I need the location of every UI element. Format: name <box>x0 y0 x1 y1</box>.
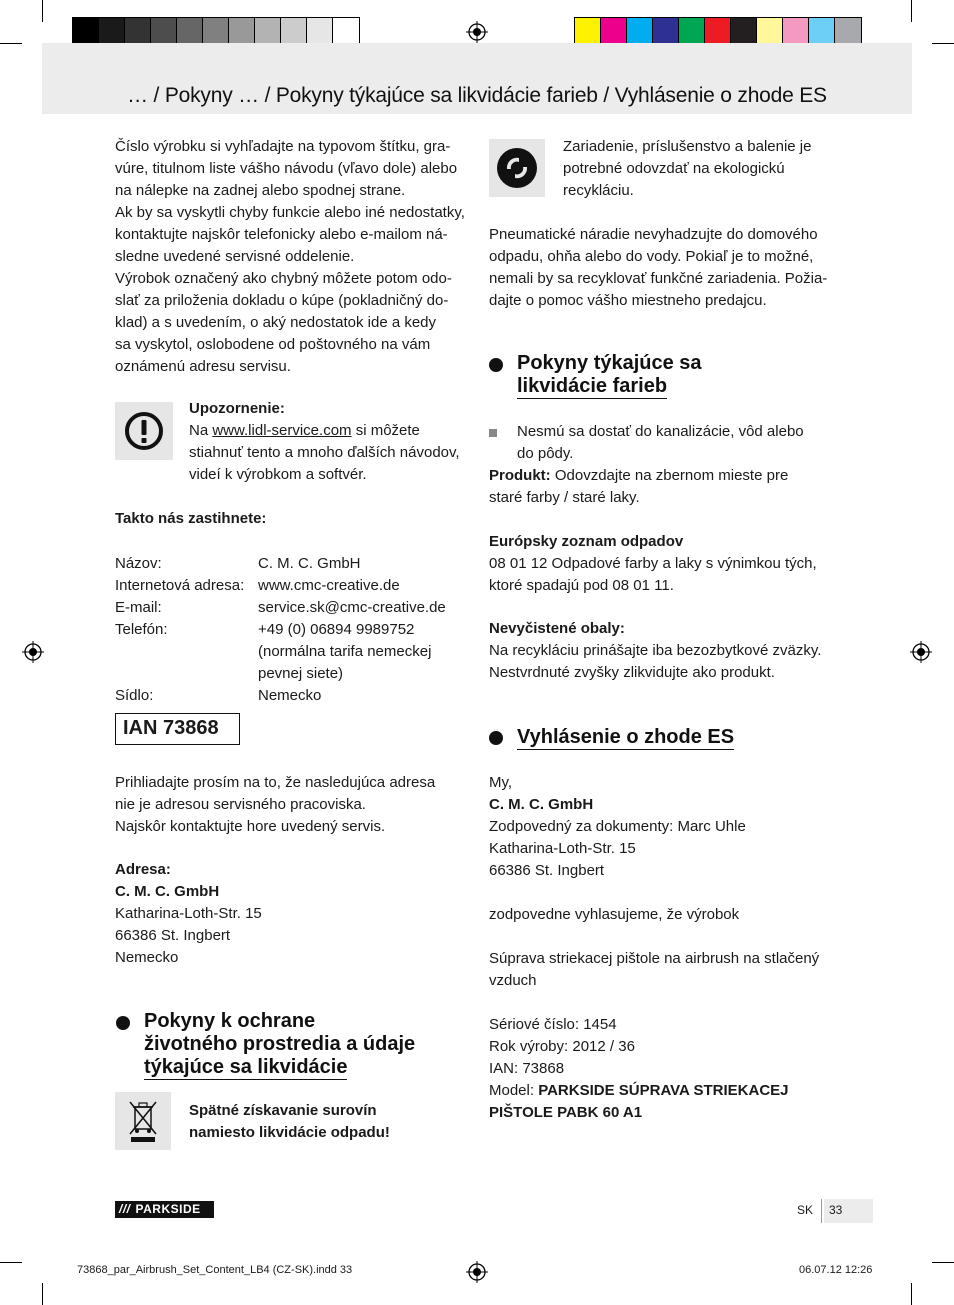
contact-key: Internetová adresa: <box>115 577 245 594</box>
pneumatic-line: Pneumatické náradie nevyhadzujte do domového <box>489 226 818 243</box>
registration-mark-icon <box>466 21 488 43</box>
pneumatic-line: dajte o pomoc vášho miestneho predajcu. <box>489 292 767 309</box>
paint-heading-line <box>517 375 847 398</box>
slug-date: 06.07.12 12:26 <box>799 1264 873 1276</box>
env-heading <box>144 1010 474 1079</box>
crop-mark <box>42 0 43 22</box>
intro-line: klad) a s uvedením, o aký nedostatok ide a kedy <box>115 314 437 331</box>
intro-line: sledne uvedené servisné oddelenie. <box>115 248 355 265</box>
color-swatch <box>783 18 809 46</box>
env-heading-line: životného prostredia a údaje <box>144 1033 416 1055</box>
address-label: Adresa: <box>115 861 171 878</box>
color-swatch <box>73 18 99 46</box>
address-line: Nemecko <box>115 949 179 966</box>
contact-value[interactable]: service.sk@cmc-creative.de <box>258 599 446 616</box>
section-bullet <box>489 731 503 745</box>
ce-line: 66386 St. Ingbert <box>489 862 605 879</box>
eu-list-label: Európsky zoznam odpadov <box>489 533 684 550</box>
contact-key: Telefón: <box>115 621 168 638</box>
ce-year: Rok výroby: 2012 / 36 <box>489 1038 635 1055</box>
phone-note: pevnej siete) <box>258 665 344 682</box>
color-swatch <box>627 18 653 46</box>
ce-serial: Sériové číslo: 1454 <box>489 1016 617 1033</box>
intro-line: vúre, titulnom liste vášho návodu (vľavo dole) alebo <box>115 160 458 177</box>
crop-mark <box>932 1262 954 1263</box>
green-dot-icon <box>489 139 545 197</box>
color-swatch <box>229 18 255 46</box>
env-heading-line <box>144 1056 474 1079</box>
color-swatch <box>99 18 125 46</box>
intro-line: na nálepke na zadnej alebo spodnej strane. <box>115 182 406 199</box>
contact-key: Sídlo: <box>115 687 154 704</box>
paint-bullet-line: do pôdy. <box>517 445 574 462</box>
warning-line: videí k výrobkom a softvér. <box>189 466 367 483</box>
note-line: nie je adresou servisného pracoviska. <box>115 796 366 813</box>
crossed-bin-icon <box>115 1092 171 1150</box>
note-line: Najskôr kontaktujte hore uvedený servis. <box>115 818 386 835</box>
warning-line: stiahnuť tento a mnoho ďalších návodov, <box>189 444 460 461</box>
section-bullet <box>489 358 503 372</box>
paint-heading <box>517 352 847 398</box>
paint-bullet-text <box>517 421 857 465</box>
pneumatic-text <box>489 224 859 312</box>
product-value: Odovzdajte na zbernom mieste pre <box>550 467 789 484</box>
contact-row <box>115 575 458 597</box>
intro-line: Ak by sa vyskytli chyby funkcie alebo iné nedostatky, <box>115 204 465 221</box>
logo-text: PARKSIDE <box>135 1202 201 1216</box>
page-title: … / Pokyny … / Pokyny týkajúce sa likvidácie farieb / Vyhlásenie o zhode ES <box>127 84 827 107</box>
color-swatch <box>125 18 151 46</box>
ian-box: IAN 73868 <box>115 713 240 745</box>
green-dot-text <box>563 136 853 202</box>
packaging-block <box>489 618 859 684</box>
contact-key: Názov: <box>115 555 162 572</box>
crop-mark <box>0 1262 22 1263</box>
crop-mark <box>911 0 912 22</box>
crop-mark <box>911 1283 912 1305</box>
ce-company: C. M. C. GmbH <box>489 796 594 813</box>
color-swatch <box>653 18 679 46</box>
warning-title: Upozornenie: <box>189 400 285 417</box>
ce-model-name: PIŠTOLE PABK 60 A1 <box>489 1104 643 1121</box>
contact-value[interactable]: www.cmc-creative.de <box>258 577 400 594</box>
intro-text <box>115 136 475 378</box>
crop-mark <box>0 43 22 44</box>
color-swatch <box>177 18 203 46</box>
color-swatch <box>203 18 229 46</box>
product-label: Produkt: <box>489 467 551 484</box>
warning-line <box>189 420 479 442</box>
ce-line: My, <box>489 774 513 791</box>
note-line: Prihliadajte prosím na to, že nasledujúca adresa <box>115 774 436 791</box>
paint-bullet-line: Nesmú sa dostať do kanalizácie, vôd alebo <box>517 423 804 440</box>
intro-line: oznámenú adresu servisu. <box>115 358 291 375</box>
address-line: 66386 St. Ingbert <box>115 927 231 944</box>
intro-line: sa vyskytol, oslobodene od poštovného na vám <box>115 336 431 353</box>
color-swatch <box>255 18 281 46</box>
contact-row <box>115 685 458 707</box>
logo-stripes: /// <box>119 1202 131 1216</box>
phone-number: +49 (0) 06894 9989752 <box>258 621 415 638</box>
env-heading-line: Pokyny k ochrane <box>144 1010 316 1032</box>
eu-list-line: 08 01 12 Odpadové farby a laky s výnimkou tých, <box>489 555 817 572</box>
ce-line: zodpovedne vyhlasujeme, že výrobok <box>489 906 740 923</box>
paint-heading-underlined: likvidácie farieb <box>517 375 668 397</box>
ce-heading-underlined: Vyhlásenie o zhode ES <box>517 726 735 748</box>
ce-product-line: vzduch <box>489 972 537 989</box>
ce-ian: IAN: 73868 <box>489 1060 565 1077</box>
weee-icon-box <box>115 1092 171 1150</box>
color-swatch <box>835 18 861 46</box>
ce-heading <box>517 726 847 749</box>
color-swatch <box>705 18 731 46</box>
registration-mark-icon <box>22 641 44 663</box>
color-swatch <box>575 18 601 46</box>
ce-product-line: Súprava striekacej pištole na airbrush na stlačený <box>489 950 820 967</box>
address-block <box>115 859 475 969</box>
divider <box>821 1199 822 1223</box>
intro-line: Číslo výrobku si vyhľadajte na typovom štítku, gra- <box>115 138 451 155</box>
page-number: 33 <box>829 1203 843 1217</box>
address-line: Katharina-Loth-Str. 15 <box>115 905 262 922</box>
color-swatch <box>333 18 359 46</box>
color-swatch <box>601 18 627 46</box>
green-dot-line: Zariadenie, príslušenstvo a balenie je <box>563 138 812 155</box>
contact-value: Nemecko <box>258 687 322 704</box>
packaging-line: Nestvrdnuté zvyšky zlikvidujte ako produkt. <box>489 664 775 681</box>
intro-line: Výrobok označený ako chybný môžete potom odo- <box>115 270 452 287</box>
note-text <box>115 772 475 838</box>
product-line <box>489 465 859 487</box>
crop-mark <box>932 43 954 44</box>
warning-prefix: Na <box>189 422 213 439</box>
ce-model <box>489 1080 859 1102</box>
paint-heading-line: Pokyny týkajúce sa <box>517 352 702 374</box>
color-swatch <box>307 18 333 46</box>
contact-key: E-mail: <box>115 599 162 616</box>
packaging-label: Nevyčistené obaly: <box>489 620 625 637</box>
contact-table <box>115 553 458 707</box>
recycle-line: namiesto likvidácie odpadu! <box>189 1124 390 1141</box>
contact-value <box>258 619 458 685</box>
warning-suffix: si môžete <box>351 422 420 439</box>
address-company: C. M. C. GmbH <box>115 883 220 900</box>
contact-value: C. M. C. GmbH <box>258 555 361 572</box>
color-swatch <box>151 18 177 46</box>
slug-filename: 73868_par_Airbrush_Set_Content_LB4 (CZ-SK).indd 33 <box>77 1264 353 1276</box>
lidl-service-link[interactable]: www.lidl-service.com <box>212 422 352 439</box>
eu-list-line: ktoré spadajú pod 08 01 11. <box>489 577 674 594</box>
contact-row <box>115 553 458 575</box>
env-heading-underlined: týkajúce sa likvidácie <box>144 1056 348 1078</box>
ce-model-name: PARKSIDE SÚPRAVA STRIEKACEJ <box>538 1082 789 1099</box>
phone-note: (normálna tarifa nemeckej <box>258 643 432 660</box>
warning-icon-box <box>115 402 173 460</box>
green-dot-line: recykláciu. <box>563 182 634 199</box>
pneumatic-line: nemali by sa recyklovať funkčné zariadenia. Požia- <box>489 270 828 287</box>
ce-line: Zodpovedný za dokumenty: Marc Uhle <box>489 818 746 835</box>
contact-row <box>115 597 458 619</box>
recycle-text <box>189 1100 479 1144</box>
warning-text <box>189 398 479 486</box>
section-bullet <box>116 1016 130 1030</box>
ce-line: Katharina-Loth-Str. 15 <box>489 840 636 857</box>
color-swatch <box>731 18 757 46</box>
ce-model-prefix: Model: <box>489 1082 539 1099</box>
product-text <box>489 465 859 509</box>
intro-line: kontaktujte najskôr telefonicky alebo e-mailom ná- <box>115 226 448 243</box>
eu-list-block <box>489 531 859 597</box>
language-code: SK <box>797 1203 814 1217</box>
contact-heading: Takto nás zastihnete: <box>115 510 267 527</box>
contact-row <box>115 619 458 685</box>
registration-mark-icon <box>910 641 932 663</box>
packaging-line: Na recykláciu prinášajte iba bezozbytkové zväzky. <box>489 642 822 659</box>
green-dot-icon-box <box>489 139 545 197</box>
crop-mark <box>42 1283 43 1305</box>
color-swatch <box>281 18 307 46</box>
parkside-logo <box>115 1201 214 1218</box>
ce-block <box>489 772 859 1124</box>
square-bullet <box>489 429 497 437</box>
color-swatch <box>679 18 705 46</box>
registration-mark-icon <box>466 1261 488 1283</box>
product-line: staré farby / staré laky. <box>489 489 640 506</box>
exclamation-icon <box>115 402 173 460</box>
intro-line: slať za priloženia dokladu o kúpe (pokladničný do- <box>115 292 449 309</box>
color-swatch <box>809 18 835 46</box>
recycle-line: Spätné získavanie surovín <box>189 1102 377 1119</box>
color-swatch <box>757 18 783 46</box>
green-dot-line: potrebné odovzdať na ekologickú <box>563 160 785 177</box>
pneumatic-line: odpadu, ohňa alebo do vody. Pokiaľ je to možné, <box>489 248 814 265</box>
